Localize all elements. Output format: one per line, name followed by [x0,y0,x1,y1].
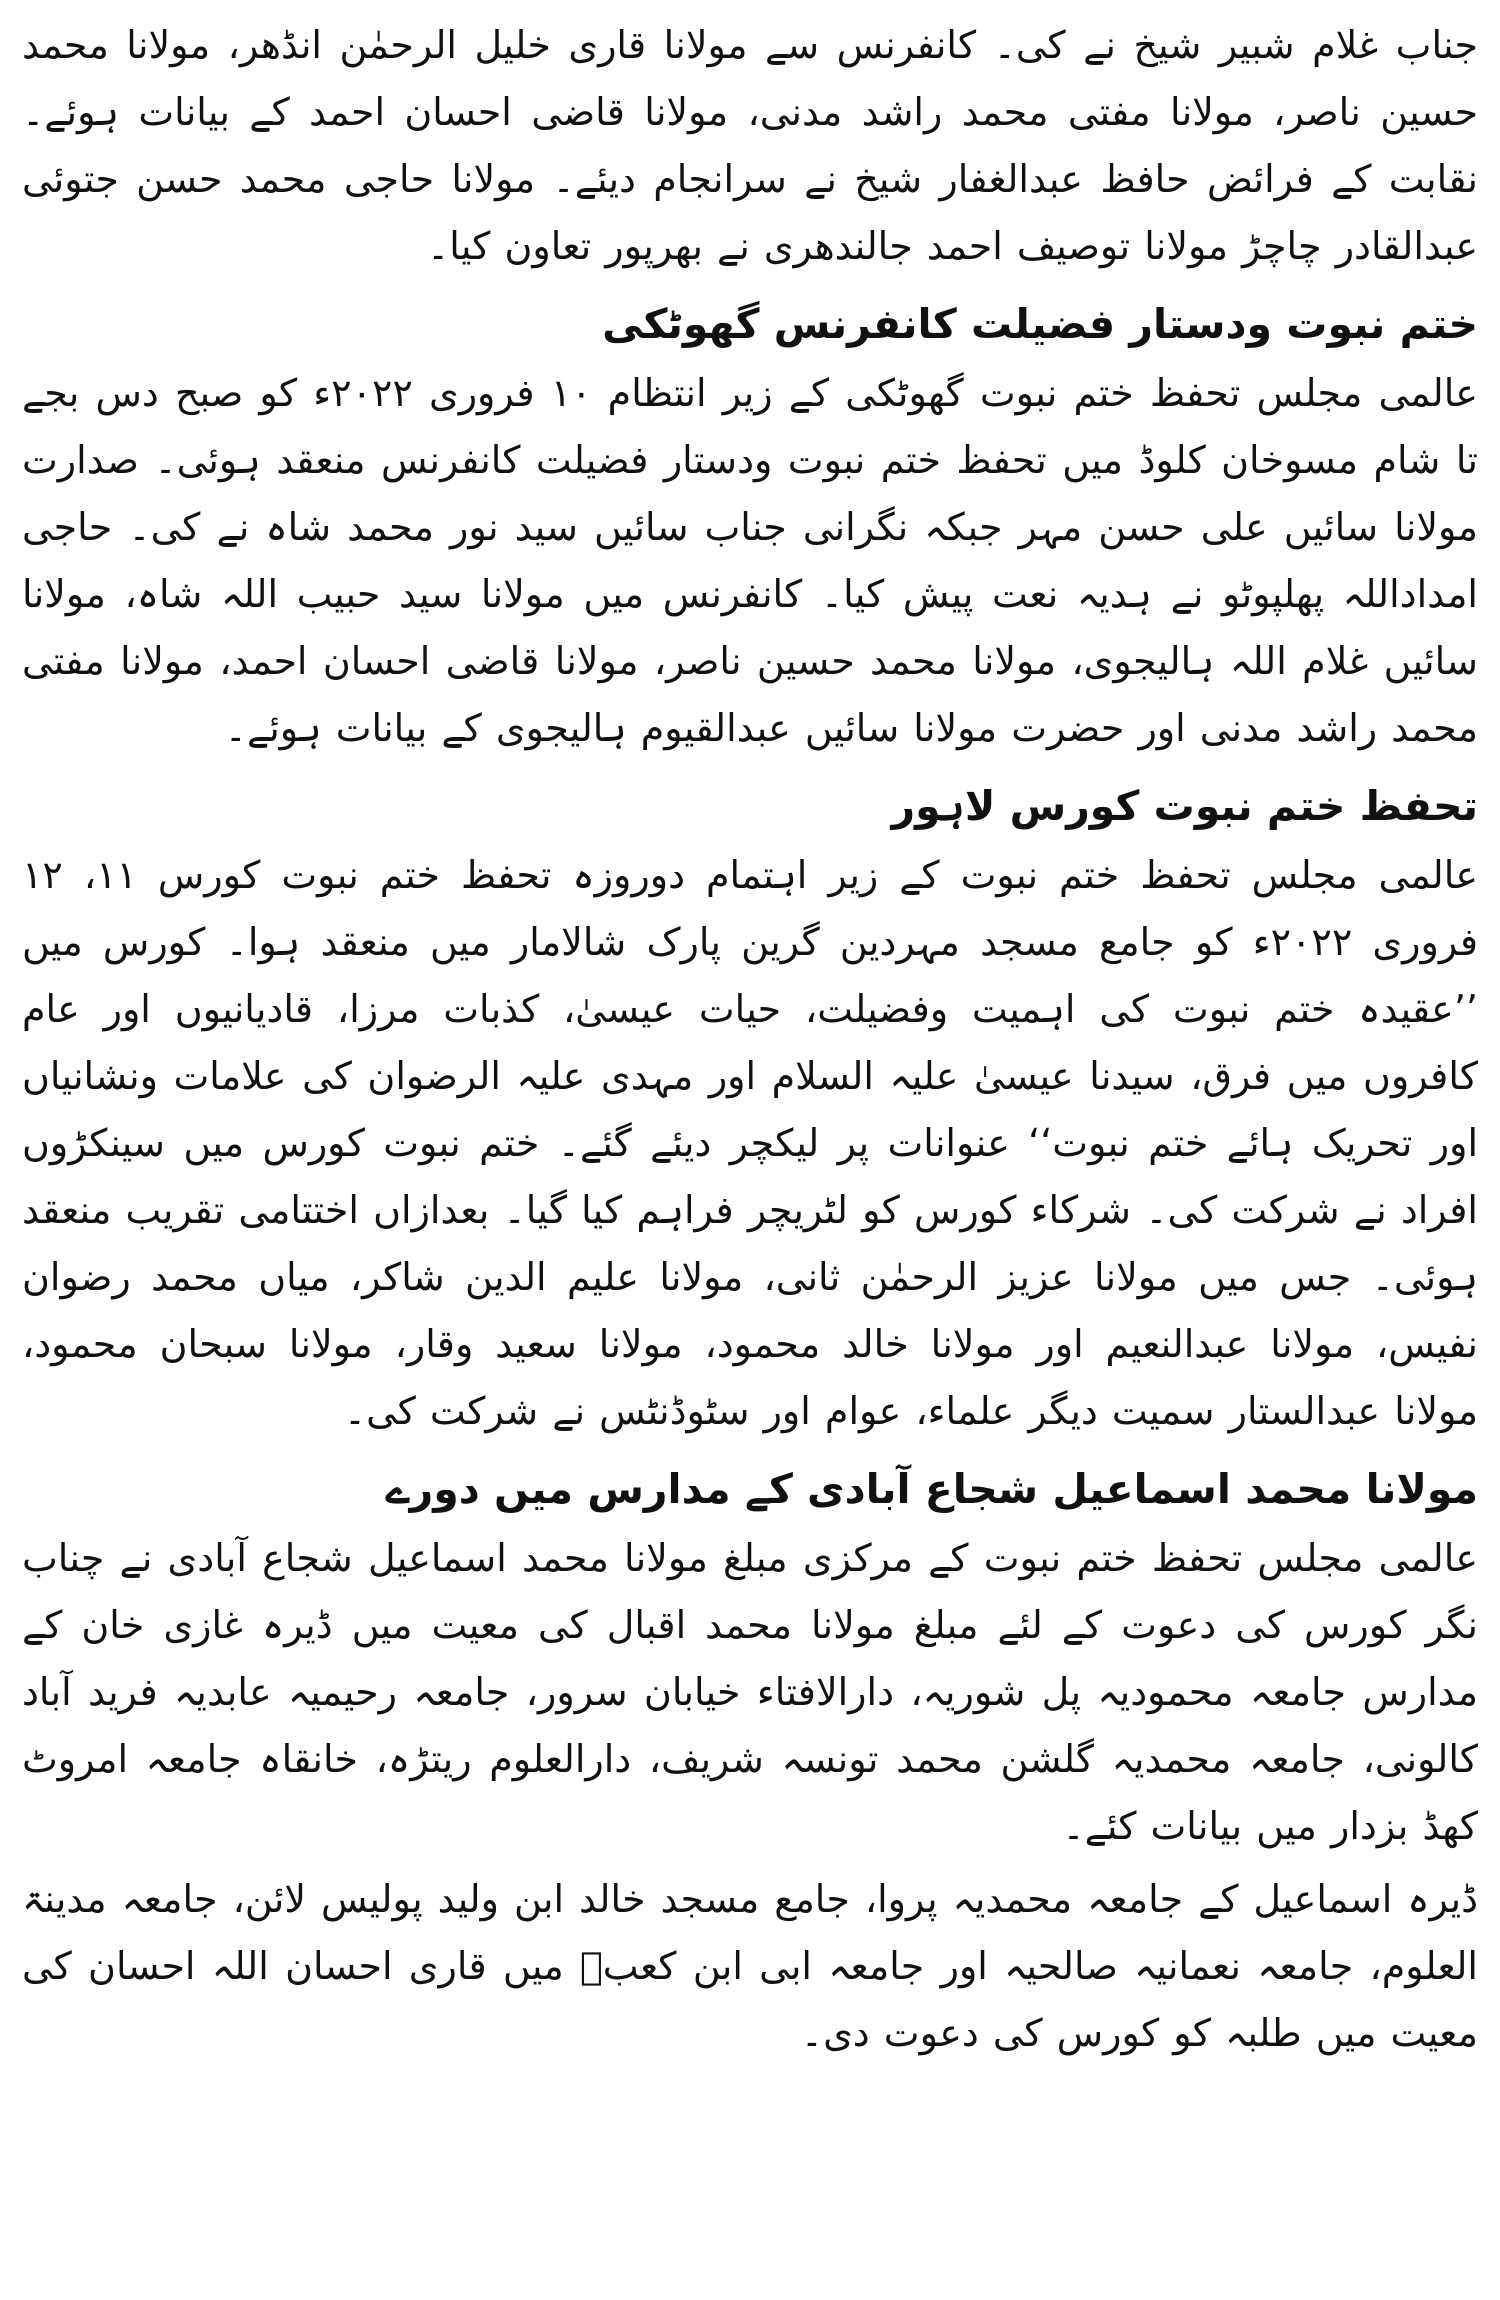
heading-madaris-tour: مولانا محمد اسماعیل شجاع آبادی کے مدارس میں دورے [385,1465,1478,1513]
heading-ghotki-conference: ختم نبوت ودستار فضیلت کانفرنس گھوٹکی [602,300,1478,348]
paragraph-lahore-course: عالمی مجلس تحفظ ختم نبوت کے زیر اہتمام دوروزہ تحفظ ختم نبوت کورس ۱۱، ۱۲ فروری ۲۰۲۲ء کو جامع مسجد مہردین گرین پارک شالامار میں منعقد ہوا۔ کورس میں ’’عقیدہ ختم نبوت کی اہمیت وفضیلت، حیات عیسیٰ، کذبات مرزا، قادیانیوں اور عام کافروں میں فرق، سیدنا عیسیٰ علیہ السلام اور مہدی علیہ الرضوان کی علامات ونشانیاں اور تحریک ہائے ختم نبوت‘‘ عنوانات پر لیکچر دیئے گئے۔ ختم نبوت کورس میں سینکڑوں افراد نے شرکت کی۔ شرکاء کورس کو لٹریچر فراہم کیا گیا۔ بعدازاں اختتامی تقریب منعقد ہوئی۔ جس میں مولانا عزیز الرحمٰن ثانی، مولانا علیم الدین شاکر، میاں محمد رضوان نفیس، مولانا عبدالنعیم اور مولانا خالد محمود، مولانا سعید وقار، مولانا سبحان محمود، مولانا عبدالستار سمیت دیگر علماء، عوام اور سٹوڈنٹس نے شرکت کی۔ [22,853,1479,1433]
section-lahore-course [22,762,1478,1445]
heading-lahore-course: تحفظ ختم نبوت کورس لاہور [891,782,1478,830]
section-madaris-tour [22,1445,1478,2067]
paragraph-ghotki-conference: عالمی مجلس تحفظ ختم نبوت گھوٹکی کے زیر انتظام ۱۰ فروری ۲۰۲۲ء کو صبح دس بجے تا شام مسوخان کلوڈ میں تحفظ ختم نبوت ودستار فضیلت کانفرنس منعقد ہوئی۔ صدارت مولانا سائیں علی حسن مہر جبکہ نگرانی جناب سائیں سید نور محمد شاہ نے کی۔ حاجی امداداللہ پھلپوٹو نے ہدیہ نعت پیش کیا۔ کانفرنس میں مولانا سید حبیب اللہ شاہ، مولانا سائیں غلام اللہ ہالیجوی، مولانا محمد حسین ناصر، مولانا قاضی احسان احمد، مولانا مفتی محمد راشد مدنی اور حضرت مولانا سائیں عبدالقیوم ہالیجوی کے بیانات ہوئے۔ [22,371,1478,750]
paragraph-madaris-tour: عالمی مجلس تحفظ ختم نبوت کے مرکزی مبلغ مولانا محمد اسماعیل شجاع آبادی نے چناب نگر کورس کی دعوت کے لئے مبلغ مولانا محمد اقبال کی معیت میں ڈیرہ غازی خان کے مدارس جامعہ محمودیہ پل شوریہ، دارالافتاء خیابان سرور، جامعہ رحیمیہ عابدیہ فرید آباد کالونی، جامعہ محمدیہ گلشن محمد تونسہ شریف، دارالعلوم ریتڑہ، خانقاہ جامعہ امروٹ کھڈ بزدار میں بیانات کئے۔ [22,1536,1478,1848]
intro-section [22,12,1478,280]
paragraph-madaris-tour-2: ڈیرہ اسماعیل کے جامعہ محمدیہ پروا، جامع مسجد خالد ابن ولید پولیس لائن، جامعہ مدینۃ العلوم، جامعہ نعمانیہ صالحیہ اور جامعہ ابی ابن کعبؓ میں قاری احسان اللہ احسان کی معیت میں طلبہ کو کورس کی دعوت دی۔ [22,1877,1478,2055]
section-ghotki-conference [22,280,1478,762]
intro-paragraph: جناب غلام شبیر شیخ نے کی۔ کانفرنس سے مولانا قاری خلیل الرحمٰن انڈھر، مولانا محمد حسین ناصر، مولانا مفتی محمد راشد مدنی، مولانا قاضی احسان احمد کے بیانات ہوئے۔ نقابت کے فرائض حافظ عبدالغفار شیخ نے سرانجام دیئے۔ مولانا حاجی محمد حسن جتوئی عبدالقادر چاچڑ مولانا توصیف احمد جالندھری نے بھرپور تعاون کیا۔ [22,23,1478,268]
